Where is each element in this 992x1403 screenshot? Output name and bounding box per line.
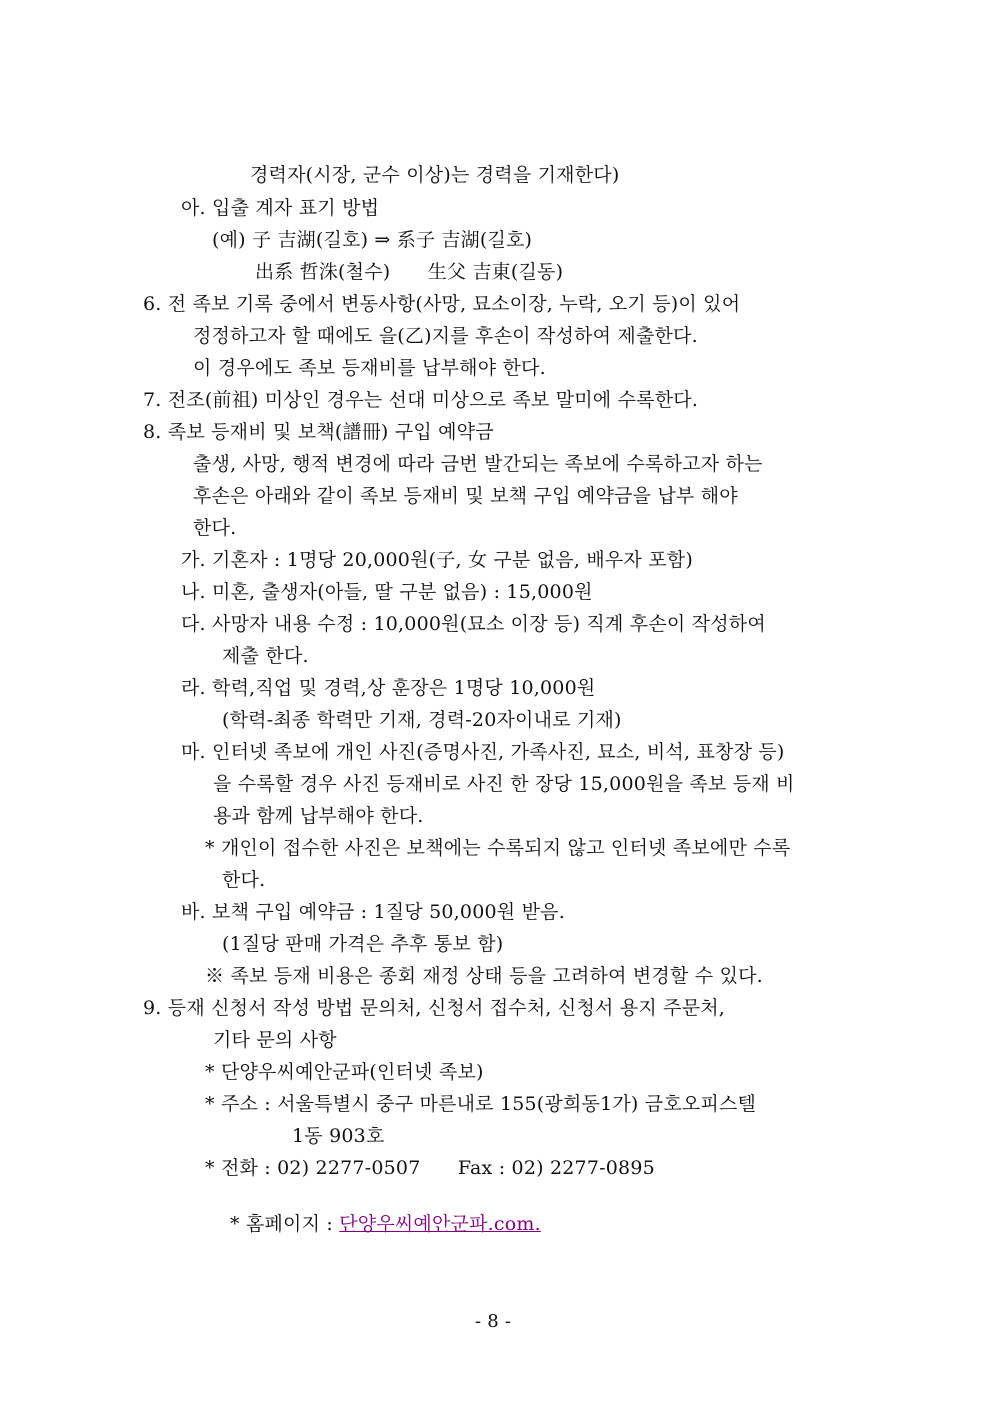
text-line: * 단양우씨예안군파(인터넷 족보) (205, 1061, 484, 1083)
text-line: 출생, 사망, 행적 변경에 따라 금번 발간되는 족보에 수록하고자 하는 (193, 453, 763, 475)
text-line: 라. 학력,직업 및 경력,상 훈장은 1명당 10,000원 (181, 677, 596, 699)
homepage-label: * 홈페이지 : (229, 1213, 340, 1235)
text-line: 7. 전조(前祖) 미상인 경우는 선대 미상으로 족보 말미에 수록한다. (143, 389, 699, 411)
homepage-line (205, 1188, 541, 1260)
text-line: 1동 903호 (292, 1125, 385, 1147)
text-line: (예) 子 吉湖(길호) ⇒ 系子 吉湖(길호) (212, 229, 533, 251)
text-line: 후손은 아래와 같이 족보 등재비 및 보책 구입 예약금을 납부 해야 (193, 485, 738, 507)
text-line: 한다. (222, 869, 266, 891)
text-line: * 전화 : 02) 2277-0507 Fax : 02) 2277-0895 (205, 1157, 655, 1179)
text-line: 정정하고자 할 때에도 을(乙)지를 후손이 작성하여 제출한다. (193, 325, 698, 347)
text-line: (학력-최종 학력만 기재, 경력-20자이내로 기재) (222, 709, 622, 731)
text-line: 마. 인터넷 족보에 개인 사진(증명사진, 가족사진, 묘소, 비석, 표창장 등) (181, 741, 785, 763)
text-line: 이 경우에도 족보 등재비를 납부해야 한다. (193, 357, 546, 379)
text-line: ※ 족보 등재 비용은 종회 재정 상태 등을 고려하여 변경할 수 있다. (205, 965, 763, 987)
text-line: 다. 사망자 내용 수정 : 10,000원(묘소 이장 등) 직계 후손이 작성하여 (181, 613, 766, 635)
text-line: 8. 족보 등재비 및 보책(譜冊) 구입 예약금 (143, 421, 494, 443)
text-line: 용과 함께 납부해야 한다. (213, 805, 424, 827)
text-line: 경력자(시장, 군수 이상)는 경력을 기재한다) (250, 164, 620, 186)
text-line: * 개인이 접수한 사진은 보책에는 수록되지 않고 인터넷 족보에만 수록 (205, 837, 791, 859)
text-line: * 주소 : 서울특별시 중구 마른내로 155(광희동1가) 금호오피스텔 (205, 1093, 757, 1115)
text-line: 9. 등재 신청서 작성 방법 문의처, 신청서 접수처, 신청서 용지 주문처, (143, 997, 726, 1019)
text-line: 제출 한다. (222, 645, 309, 667)
text-line: 나. 미혼, 출생자(아들, 딸 구분 없음) : 15,000원 (181, 581, 593, 603)
text-line: 아. 입출 계자 표기 방법 (181, 197, 380, 219)
text-line: 기타 문의 사항 (213, 1029, 337, 1051)
text-line: 바. 보책 구입 예약금 : 1질당 50,000원 받음. (181, 901, 565, 923)
text-line: 한다. (193, 517, 237, 539)
text-line: (1질당 판매 가격은 추후 통보 함) (222, 933, 504, 955)
text-line: 出系 哲洙(철수) 生父 吉東(길동) (255, 261, 564, 283)
homepage-link[interactable]: 단양우씨예안군파.com. (339, 1213, 541, 1235)
text-line: 을 수록할 경우 사진 등재비로 사진 한 장당 15,000원을 족보 등재 비 (213, 773, 795, 795)
text-line: 6. 전 족보 기록 중에서 변동사항(사망, 묘소이장, 누락, 오기 등)이 있어 (143, 293, 741, 315)
page-number: - 8 - (475, 1311, 512, 1332)
text-line: 가. 기혼자 : 1명당 20,000원(子, 女 구분 없음, 배우자 포함) (181, 549, 693, 571)
